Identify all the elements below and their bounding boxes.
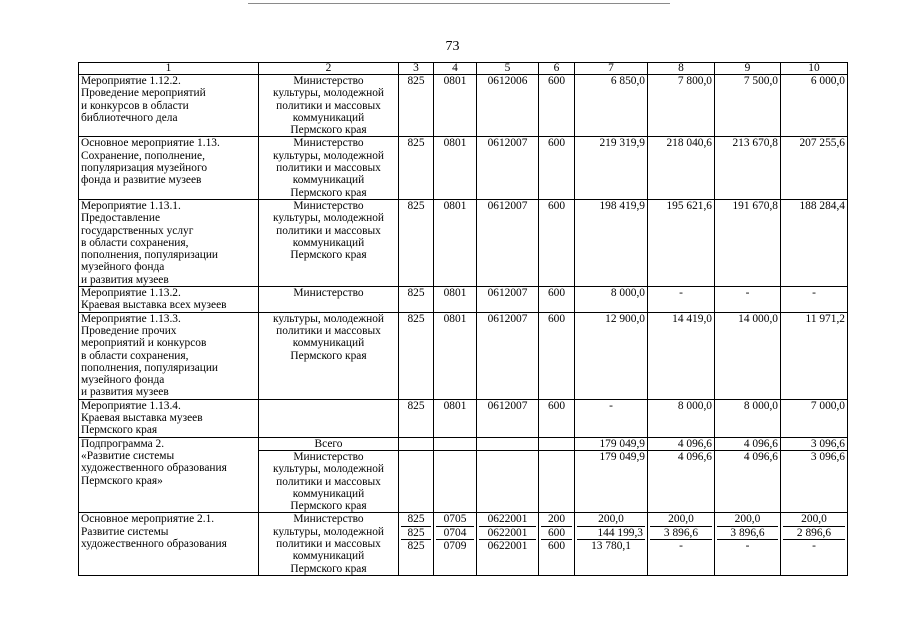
amount-cell: 3 096,6 <box>781 437 848 450</box>
section-code-cell: 0801 <box>434 399 477 437</box>
column-header: 2 <box>259 63 399 75</box>
expense-type-cell: 600 <box>539 75 575 137</box>
grbs-cell: 825 <box>399 75 434 137</box>
amount-cell: - <box>781 287 848 313</box>
amount-cell: 6 850,0 <box>575 75 648 137</box>
amount-cell: 6 000,0 <box>781 75 848 137</box>
amount-cell: 188 284,4 <box>781 199 848 286</box>
amount-cell: 179 049,9 <box>575 437 648 450</box>
amount-cell: 3 096,6 <box>781 450 848 512</box>
executor-cell: Министерство культуры, молодежной политики и массовых коммуникаций Пермского края <box>259 75 399 137</box>
event-name-cell: Мероприятие 1.13.3. Проведение прочих мероприятий и конкурсов в области сохранения, пополнения, популяризации музейного фонда и развития музеев <box>79 312 259 399</box>
amount-cell: 4 096,6 <box>648 437 715 450</box>
column-header: 6 <box>539 63 575 75</box>
executor-cell: Министерство культуры, молодежной политики и массовых коммуникаций Пермского края <box>259 450 399 512</box>
amount-cell: 200,0 144 199,3 13 780,1 <box>575 513 648 575</box>
amount-cell: 14 419,0 <box>648 312 715 399</box>
amount-cell: 218 040,6 <box>648 137 715 199</box>
executor-cell: Министерство культуры, молодежной политики и массовых коммуникаций Пермского края <box>259 199 399 286</box>
total-label-cell: Всего <box>259 437 399 450</box>
section-code-cell: 0705 0704 0709 <box>434 513 477 575</box>
expense-type-cell: 600 <box>539 399 575 437</box>
grbs-cell: 825 <box>399 287 434 313</box>
grbs-cell: 825 825 825 <box>399 513 434 575</box>
column-header: 3 <box>399 63 434 75</box>
table-row <box>79 137 848 199</box>
column-number-row <box>79 63 848 75</box>
target-article-cell: 0612007 <box>477 137 539 199</box>
event-name-cell: Мероприятие 1.12.2. Проведение мероприятий и конкурсов в области библиотечного дела <box>79 75 259 137</box>
amount-cell: 4 096,6 <box>648 450 715 512</box>
column-header: 8 <box>648 63 715 75</box>
executor-cell: Министерство культуры, молодежной политики и массовых коммуникаций Пермского края <box>259 513 399 575</box>
table-row <box>79 75 848 137</box>
grbs-cell: 825 <box>399 312 434 399</box>
expense-type-cell <box>539 450 575 512</box>
amount-cell: 8 000,0 <box>715 399 781 437</box>
table-row <box>79 513 848 575</box>
amount-cell: 195 621,6 <box>648 199 715 286</box>
target-article-cell <box>477 437 539 450</box>
expense-type-cell: 600 <box>539 287 575 313</box>
event-name-cell: Мероприятие 1.13.1. Предоставление государственных услуг в области сохранения, пополнения, популяризации музейного фонда и развития музеев <box>79 199 259 286</box>
amount-cell: 14 000,0 <box>715 312 781 399</box>
grbs-cell: 825 <box>399 399 434 437</box>
section-code-cell: 0801 <box>434 75 477 137</box>
grbs-cell: 825 <box>399 199 434 286</box>
section-code-cell: 0801 <box>434 199 477 286</box>
subprogram-name-cell: Подпрограмма 2. «Развитие системы художественного образования Пермского края» <box>79 437 259 513</box>
amount-cell: 198 419,9 <box>575 199 648 286</box>
event-name-cell: Мероприятие 1.13.2. Краевая выставка всех музеев <box>79 287 259 313</box>
executor-cell: культуры, молодежной политики и массовых коммуникаций Пермского края <box>259 312 399 399</box>
column-header: 7 <box>575 63 648 75</box>
amount-cell: 8 000,0 <box>575 287 648 313</box>
amount-cell: 219 319,9 <box>575 137 648 199</box>
amount-cell: 12 900,0 <box>575 312 648 399</box>
amount-cell: 207 255,6 <box>781 137 848 199</box>
expense-type-cell: 600 <box>539 137 575 199</box>
section-code-cell <box>434 450 477 512</box>
event-name-cell: Основное мероприятие 1.13. Сохранение, пополнение, популяризация музейного фонда и развитие музеев <box>79 137 259 199</box>
amount-cell: - <box>575 399 648 437</box>
column-header: 10 <box>781 63 848 75</box>
target-article-cell: 0612006 <box>477 75 539 137</box>
amount-cell: 7 000,0 <box>781 399 848 437</box>
amount-cell: 191 670,8 <box>715 199 781 286</box>
amount-cell: 200,0 3 896,6 - <box>715 513 781 575</box>
table-row <box>79 437 848 450</box>
column-header: 9 <box>715 63 781 75</box>
amount-cell: 11 971,2 <box>781 312 848 399</box>
amount-cell: 4 096,6 <box>715 450 781 512</box>
expense-type-cell: 200 600 600 <box>539 513 575 575</box>
event-name-cell: Основное мероприятие 2.1. Развитие системы художественного образования <box>79 513 259 575</box>
amount-cell: - <box>648 287 715 313</box>
section-code-cell: 0801 <box>434 312 477 399</box>
column-header: 4 <box>434 63 477 75</box>
table-row <box>79 399 848 437</box>
amount-cell: 213 670,8 <box>715 137 781 199</box>
amount-cell: 8 000,0 <box>648 399 715 437</box>
amount-cell: 4 096,6 <box>715 437 781 450</box>
table-row <box>79 287 848 313</box>
expense-type-cell <box>539 437 575 450</box>
top-rule <box>248 3 670 4</box>
budget-table <box>78 62 848 576</box>
target-article-cell: 0612007 <box>477 199 539 286</box>
amount-cell: 7 800,0 <box>648 75 715 137</box>
page-number: 73 <box>445 39 460 54</box>
grbs-cell <box>399 450 434 512</box>
target-article-cell: 0612007 <box>477 399 539 437</box>
amount-cell: 200,0 2 896,6 - <box>781 513 848 575</box>
executor-cell: Министерство культуры, молодежной политики и массовых коммуникаций Пермского края <box>259 137 399 199</box>
target-article-cell: 0612007 <box>477 312 539 399</box>
target-article-cell <box>477 450 539 512</box>
amount-cell: 179 049,9 <box>575 450 648 512</box>
amount-cell: 7 500,0 <box>715 75 781 137</box>
table-row <box>79 312 848 399</box>
section-code-cell: 0801 <box>434 287 477 313</box>
expense-type-cell: 600 <box>539 312 575 399</box>
grbs-cell: 825 <box>399 137 434 199</box>
executor-cell: Министерство <box>259 287 399 313</box>
table-row <box>79 199 848 286</box>
executor-cell <box>259 399 399 437</box>
expense-type-cell: 600 <box>539 199 575 286</box>
section-code-cell: 0801 <box>434 137 477 199</box>
grbs-cell <box>399 437 434 450</box>
target-article-cell: 0622001 0622001 0622001 <box>477 513 539 575</box>
amount-cell: - <box>715 287 781 313</box>
event-name-cell: Мероприятие 1.13.4. Краевая выставка музеев Пермского края <box>79 399 259 437</box>
column-header: 5 <box>477 63 539 75</box>
section-code-cell <box>434 437 477 450</box>
column-header: 1 <box>79 63 259 75</box>
target-article-cell: 0612007 <box>477 287 539 313</box>
amount-cell: 200,0 3 896,6 - <box>648 513 715 575</box>
